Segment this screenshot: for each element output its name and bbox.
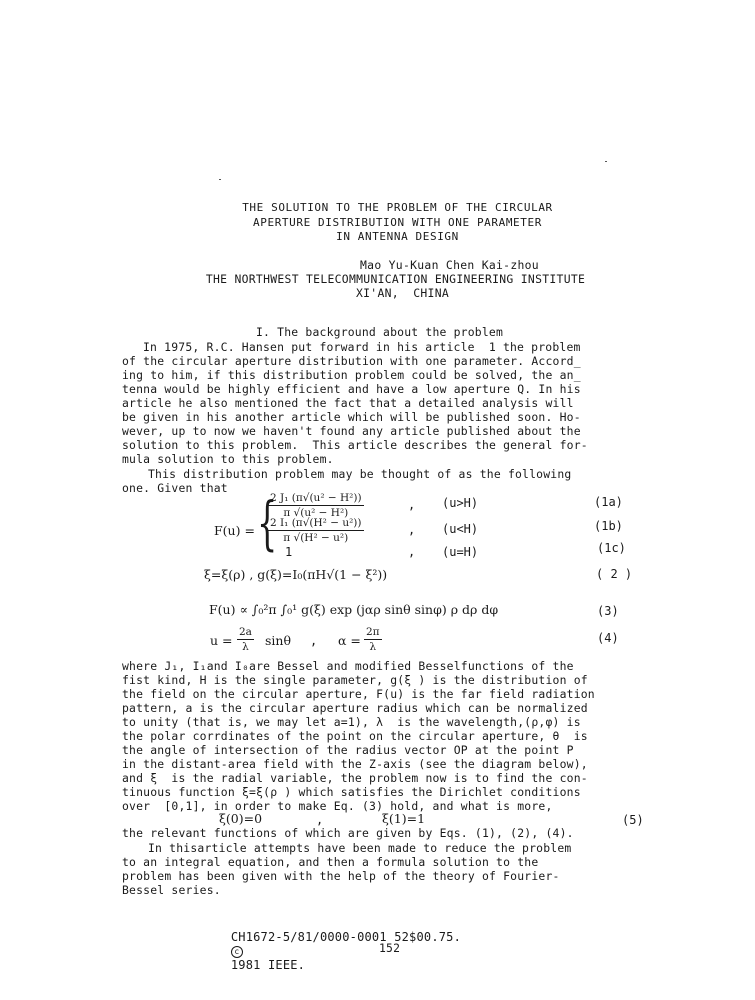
- body-line: In 1975, R.C. Hansen put forward in his article 1 the problem: [143, 340, 581, 354]
- eq3-tag: (3): [597, 604, 619, 618]
- eq1-case-b-tag: (1b): [594, 519, 623, 533]
- body-line: ing to him, if this distribution problem could be solved, the an_: [122, 368, 581, 382]
- body-line: article he also mentioned the fact that a detailed analysis will: [122, 396, 574, 410]
- scan-speck: [605, 161, 607, 162]
- eq1-case-a-condition: (u>H): [442, 496, 479, 510]
- body-line: the angle of intersection of the radius vector OP at the point P: [122, 743, 574, 757]
- eq4-alpha-denominator: λ: [369, 641, 377, 653]
- body-line: mula solution to this problem.: [122, 452, 334, 466]
- eq4-u-numerator: 2a: [239, 626, 252, 638]
- body-line: wever, up to now we haven't found any article published about the: [122, 424, 581, 438]
- body-line: to an integral equation, and then a formula solution to the: [122, 855, 539, 869]
- eq1-case-c-tag: (1c): [597, 541, 626, 555]
- eq3-expression: F(u) ∝ ∫₀²π ∫₀¹ g(ξ) exp (jαρ sinθ sinφ) ρ dρ dφ: [209, 602, 499, 617]
- page-number: 152: [379, 941, 401, 955]
- paper-title-line-3: IN ANTENNA DESIGN: [336, 230, 459, 243]
- eq1-case-a-tag: (1a): [594, 495, 623, 509]
- body-line: fist kind, H is the single parameter, g(ξ ) is the distribution of: [122, 673, 588, 687]
- body-line: one. Given that: [122, 481, 228, 495]
- body-line: problem has been given with the help of the theory of Fourier-: [122, 869, 560, 883]
- body-line: This distribution problem may be thought of as the following: [148, 467, 572, 481]
- body-line: and ξ is the radial variable, the problem now is to find the con-: [122, 771, 588, 785]
- body-line: over [0,1], in order to make Eq. (3) hold, and what is more,: [122, 799, 553, 813]
- body-line: the field on the circular aperture, F(u) is the far field radiation: [122, 687, 595, 701]
- eq4-alpha-lhs: α =: [338, 633, 361, 648]
- eq5-left: ξ(0)=0: [219, 811, 263, 826]
- eq4-separator: ,: [310, 634, 318, 648]
- eq1-case-c-condition: (u=H): [442, 545, 479, 559]
- body-line: the relevant functions of which are given by Eqs. (1), (2), (4).: [122, 826, 574, 840]
- body-line: Bessel series.: [122, 883, 221, 897]
- eq1-case-b-denominator: π √(H² − u²): [283, 532, 349, 544]
- eq4-u-denominator: λ: [242, 641, 249, 653]
- eq2-tag: ( 2 ): [596, 567, 633, 581]
- body-line: to unity (that is, we may let a=1), λ is the wavelength,(ρ,φ) is: [122, 715, 581, 729]
- eq4-tag: (4): [597, 631, 619, 645]
- footer-line: [216, 916, 461, 972]
- body-line: tenna would be highly efficient and have a low aperture Q. In his: [122, 382, 581, 396]
- eq1-lhs: F(u) =: [214, 523, 255, 538]
- eq1-case-b-condition: (u<H): [442, 522, 479, 536]
- section-heading: I. The background about the problem: [256, 325, 504, 339]
- eq1-case-b-numerator: 2 I₁ (π√(H² − u²)): [270, 517, 362, 529]
- eq4-alpha-numerator: 2π: [366, 626, 380, 638]
- footer-year: 1981 IEEE.: [230, 958, 306, 972]
- eq1-case-b-comma: ,: [408, 523, 416, 537]
- eq1-case-a-comma: ,: [408, 498, 416, 512]
- eq1-case-c-comma: ,: [408, 545, 416, 559]
- eq1-case-a-fraction: [268, 492, 364, 519]
- paper-title-line-2: APERTURE DISTRIBUTION WITH ONE PARAMETER: [253, 216, 542, 229]
- eq5-tag: (5): [622, 813, 644, 827]
- body-line: the polar corrdinates of the point on the circular aperture, θ is: [122, 729, 588, 743]
- body-line: of the circular aperture distribution with one parameter. Accord_: [122, 354, 581, 368]
- paper-title-line-1: THE SOLUTION TO THE PROBLEM OF THE CIRCULAR: [242, 201, 553, 214]
- copyright-icon: c: [231, 946, 243, 958]
- institute: THE NORTHWEST TELECOMMUNICATION ENGINEERING INSTITUTE: [205, 272, 586, 286]
- eq4-alpha-fraction: [364, 626, 382, 653]
- eq5-right: ξ(1)=1: [382, 811, 426, 826]
- location: XI'AN, CHINA: [355, 286, 450, 300]
- body-line: tinuous function ξ=ξ(ρ ) which satisfies the Dirichlet conditions: [122, 785, 581, 799]
- eq4-u-fraction: [237, 626, 254, 653]
- footer-code: CH1672-5/81/0000-0001 52$00.75.: [230, 930, 462, 944]
- eq1-case-a-numerator: 2 J₁ (π√(u² − H²)): [270, 492, 362, 504]
- eq1-case-a-denominator: π √(u² − H²): [283, 507, 349, 519]
- eq4-u-sin: sinθ: [265, 633, 291, 648]
- body-line: pattern, a is the circular aperture radius which can be normalized: [122, 701, 588, 715]
- eq1-brace: {: [257, 489, 278, 557]
- scan-speck: [219, 179, 221, 180]
- eq1-case-b-fraction: [268, 517, 364, 544]
- eq5-separator: ,: [316, 813, 324, 827]
- authors: Mao Yu-Kuan Chen Kai-zhou: [360, 258, 539, 272]
- body-line: be given in his another article which will be published soon. Ho-: [122, 410, 581, 424]
- eq2-expression: ξ=ξ(ρ) , g(ξ)=I₀(πH√(1 − ξ²)): [204, 567, 388, 582]
- body-line: solution to this problem. This article describes the general for-: [122, 438, 588, 452]
- body-line: in the distant-area field with the Z-axis (see the diagram below),: [122, 757, 588, 771]
- body-line: In thisarticle attempts have been made to reduce the problem: [148, 841, 572, 855]
- eq1-case-c-value: 1: [285, 545, 293, 559]
- body-line: where J₁, I₁and I₀are Bessel and modified Besselfunctions of the: [122, 659, 574, 673]
- eq4-u-lhs: u =: [210, 633, 233, 648]
